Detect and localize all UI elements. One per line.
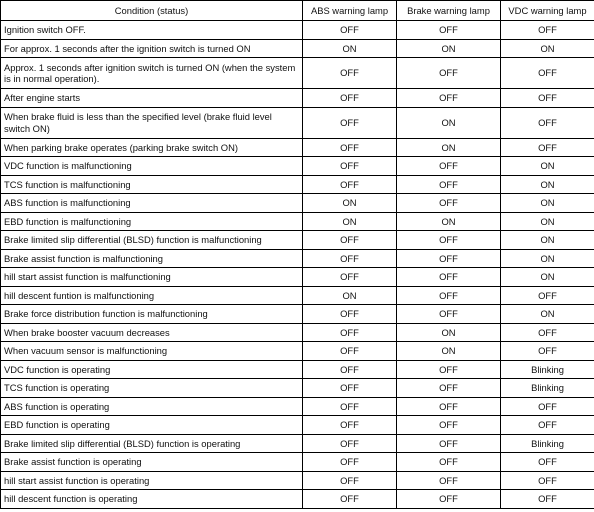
cell-condition: TCS function is malfunctioning xyxy=(1,175,303,194)
cell-brake-warning-lamp: OFF xyxy=(397,157,501,176)
cell-condition: Brake assist function is malfunctioning xyxy=(1,249,303,268)
header-vdc-warning-lamp: VDC warning lamp xyxy=(501,1,594,21)
cell-condition: hill start assist function is malfunctioning xyxy=(1,268,303,287)
cell-vdc-warning-lamp: OFF xyxy=(501,21,594,40)
cell-abs-warning-lamp: OFF xyxy=(303,397,397,416)
cell-abs-warning-lamp: ON xyxy=(303,212,397,231)
header-condition: Condition (status) xyxy=(1,1,303,21)
cell-abs-warning-lamp: OFF xyxy=(303,58,397,89)
header-row xyxy=(1,1,594,21)
cell-abs-warning-lamp: OFF xyxy=(303,490,397,509)
cell-vdc-warning-lamp: OFF xyxy=(501,286,594,305)
cell-vdc-warning-lamp: OFF xyxy=(501,138,594,157)
table-row xyxy=(1,397,594,416)
cell-abs-warning-lamp: OFF xyxy=(303,249,397,268)
table-row xyxy=(1,157,594,176)
cell-condition: When brake booster vacuum decreases xyxy=(1,323,303,342)
cell-vdc-warning-lamp: ON xyxy=(501,39,594,58)
cell-vdc-warning-lamp: ON xyxy=(501,249,594,268)
cell-brake-warning-lamp: OFF xyxy=(397,416,501,435)
cell-brake-warning-lamp: OFF xyxy=(397,360,501,379)
cell-condition: Brake force distribution function is malfunctioning xyxy=(1,305,303,324)
cell-abs-warning-lamp: OFF xyxy=(303,471,397,490)
table-row xyxy=(1,107,594,138)
cell-brake-warning-lamp: OFF xyxy=(397,305,501,324)
cell-vdc-warning-lamp: ON xyxy=(501,212,594,231)
table-row xyxy=(1,342,594,361)
cell-brake-warning-lamp: OFF xyxy=(397,175,501,194)
cell-brake-warning-lamp: OFF xyxy=(397,453,501,472)
table-row xyxy=(1,175,594,194)
cell-abs-warning-lamp: OFF xyxy=(303,268,397,287)
cell-brake-warning-lamp: OFF xyxy=(397,89,501,108)
table-row xyxy=(1,286,594,305)
cell-vdc-warning-lamp: OFF xyxy=(501,107,594,138)
cell-brake-warning-lamp: OFF xyxy=(397,490,501,509)
cell-brake-warning-lamp: OFF xyxy=(397,268,501,287)
cell-vdc-warning-lamp: ON xyxy=(501,194,594,213)
cell-condition: VDC function is malfunctioning xyxy=(1,157,303,176)
cell-vdc-warning-lamp: OFF xyxy=(501,58,594,89)
cell-abs-warning-lamp: OFF xyxy=(303,305,397,324)
cell-abs-warning-lamp: ON xyxy=(303,194,397,213)
table-row xyxy=(1,138,594,157)
cell-vdc-warning-lamp: OFF xyxy=(501,342,594,361)
cell-condition: For approx. 1 seconds after the ignition switch is turned ON xyxy=(1,39,303,58)
table-row xyxy=(1,471,594,490)
table-row xyxy=(1,379,594,398)
cell-abs-warning-lamp: OFF xyxy=(303,231,397,250)
cell-abs-warning-lamp: OFF xyxy=(303,453,397,472)
cell-condition: ABS function is malfunctioning xyxy=(1,194,303,213)
table-row xyxy=(1,39,594,58)
cell-brake-warning-lamp: OFF xyxy=(397,21,501,40)
cell-condition: ABS function is operating xyxy=(1,397,303,416)
cell-abs-warning-lamp: OFF xyxy=(303,157,397,176)
cell-vdc-warning-lamp: OFF xyxy=(501,453,594,472)
cell-abs-warning-lamp: OFF xyxy=(303,89,397,108)
cell-abs-warning-lamp: OFF xyxy=(303,342,397,361)
cell-condition: Brake limited slip differential (BLSD) function is malfunctioning xyxy=(1,231,303,250)
cell-condition: EBD function is operating xyxy=(1,416,303,435)
cell-abs-warning-lamp: OFF xyxy=(303,107,397,138)
cell-vdc-warning-lamp: Blinking xyxy=(501,360,594,379)
cell-vdc-warning-lamp: OFF xyxy=(501,490,594,509)
cell-condition: When vacuum sensor is malfunctioning xyxy=(1,342,303,361)
cell-abs-warning-lamp: OFF xyxy=(303,175,397,194)
cell-abs-warning-lamp: OFF xyxy=(303,323,397,342)
table-row xyxy=(1,434,594,453)
cell-abs-warning-lamp: OFF xyxy=(303,416,397,435)
table-row xyxy=(1,212,594,231)
cell-brake-warning-lamp: OFF xyxy=(397,286,501,305)
table-row xyxy=(1,490,594,509)
cell-vdc-warning-lamp: ON xyxy=(501,268,594,287)
cell-brake-warning-lamp: ON xyxy=(397,323,501,342)
cell-abs-warning-lamp: ON xyxy=(303,39,397,58)
cell-vdc-warning-lamp: OFF xyxy=(501,416,594,435)
cell-abs-warning-lamp: OFF xyxy=(303,21,397,40)
cell-condition: TCS function is operating xyxy=(1,379,303,398)
cell-vdc-warning-lamp: ON xyxy=(501,175,594,194)
cell-vdc-warning-lamp: OFF xyxy=(501,397,594,416)
cell-brake-warning-lamp: ON xyxy=(397,138,501,157)
cell-condition: EBD function is malfunctioning xyxy=(1,212,303,231)
cell-condition: Approx. 1 seconds after ignition switch is turned ON (when the system is in normal operation). xyxy=(1,58,303,89)
table-row xyxy=(1,21,594,40)
table-row xyxy=(1,231,594,250)
cell-brake-warning-lamp: OFF xyxy=(397,249,501,268)
cell-condition: hill descent function is operating xyxy=(1,490,303,509)
table-row xyxy=(1,89,594,108)
cell-condition: hill descent funtion is malfunctioning xyxy=(1,286,303,305)
cell-brake-warning-lamp: OFF xyxy=(397,194,501,213)
cell-vdc-warning-lamp: Blinking xyxy=(501,434,594,453)
cell-vdc-warning-lamp: ON xyxy=(501,157,594,176)
table-row xyxy=(1,268,594,287)
table-row xyxy=(1,360,594,379)
cell-abs-warning-lamp: OFF xyxy=(303,360,397,379)
header-brake-warning-lamp: Brake warning lamp xyxy=(397,1,501,21)
table-row xyxy=(1,194,594,213)
cell-abs-warning-lamp: ON xyxy=(303,286,397,305)
cell-brake-warning-lamp: ON xyxy=(397,212,501,231)
cell-vdc-warning-lamp: ON xyxy=(501,305,594,324)
table-row xyxy=(1,249,594,268)
cell-condition: hill start assist function is operating xyxy=(1,471,303,490)
cell-condition: When parking brake operates (parking brake switch ON) xyxy=(1,138,303,157)
cell-vdc-warning-lamp: ON xyxy=(501,231,594,250)
cell-condition: VDC function is operating xyxy=(1,360,303,379)
table-row xyxy=(1,323,594,342)
cell-condition: Brake assist function is operating xyxy=(1,453,303,472)
cell-brake-warning-lamp: OFF xyxy=(397,231,501,250)
header-abs-warning-lamp: ABS warning lamp xyxy=(303,1,397,21)
cell-condition: After engine starts xyxy=(1,89,303,108)
cell-abs-warning-lamp: OFF xyxy=(303,138,397,157)
cell-brake-warning-lamp: OFF xyxy=(397,471,501,490)
cell-vdc-warning-lamp: OFF xyxy=(501,89,594,108)
cell-abs-warning-lamp: OFF xyxy=(303,379,397,398)
cell-abs-warning-lamp: OFF xyxy=(303,434,397,453)
cell-brake-warning-lamp: ON xyxy=(397,107,501,138)
cell-brake-warning-lamp: ON xyxy=(397,39,501,58)
cell-brake-warning-lamp: OFF xyxy=(397,397,501,416)
cell-brake-warning-lamp: ON xyxy=(397,342,501,361)
cell-condition: Ignition switch OFF. xyxy=(1,21,303,40)
table-row xyxy=(1,305,594,324)
cell-vdc-warning-lamp: OFF xyxy=(501,323,594,342)
cell-brake-warning-lamp: OFF xyxy=(397,434,501,453)
cell-vdc-warning-lamp: Blinking xyxy=(501,379,594,398)
table-row xyxy=(1,58,594,89)
cell-condition: Brake limited slip differential (BLSD) function is operating xyxy=(1,434,303,453)
table-row xyxy=(1,416,594,435)
cell-vdc-warning-lamp: OFF xyxy=(501,471,594,490)
cell-brake-warning-lamp: OFF xyxy=(397,379,501,398)
cell-brake-warning-lamp: OFF xyxy=(397,58,501,89)
table-row xyxy=(1,453,594,472)
cell-condition: When brake fluid is less than the specified level (brake fluid level switch ON) xyxy=(1,107,303,138)
